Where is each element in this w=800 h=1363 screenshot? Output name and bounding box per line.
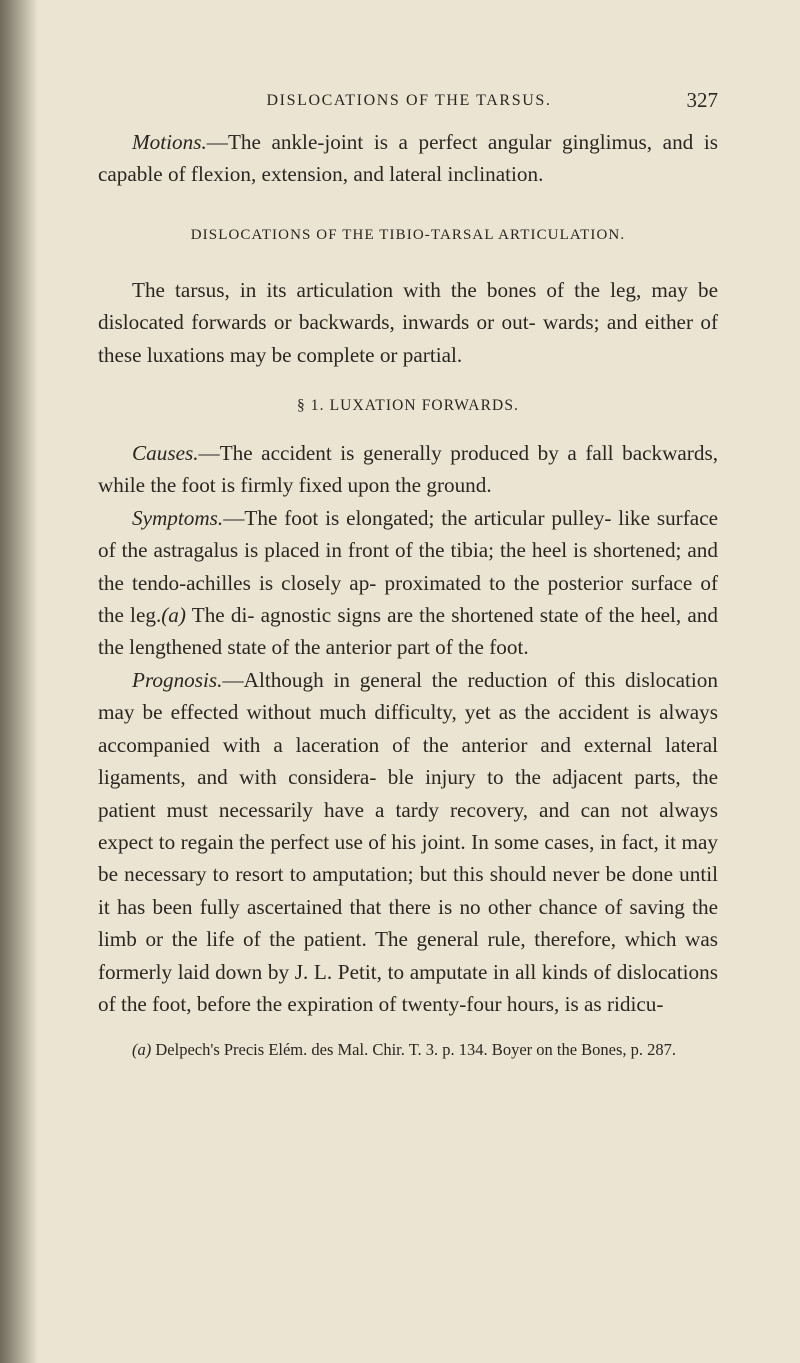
running-head <box>98 88 718 122</box>
causes-lead: Causes. <box>132 441 199 466</box>
symptoms-text-after: The di- agnostic signs are the shortened state of the heel, and the lengthened state of the anterior part of the foot. <box>98 603 718 660</box>
running-title: DISLOCATIONS OF THE TARSUS. <box>266 92 552 109</box>
footnote-text: Delpech's Precis Elém. des Mal. Chir. T. 3. p. 134. Boyer on the Bones, p. 287. <box>151 1040 677 1060</box>
motions-text: —The ankle-joint is a perfect angular ginglimus, and is capable of flexion, extension, and lateral inclination. <box>98 130 718 187</box>
footnote-marker: (a) <box>132 1040 152 1060</box>
motions-paragraph <box>98 126 718 191</box>
intro-paragraph: The tarsus, in its articulation with the bones of the leg, may be dislocated forwards or backwards, inwards or out- wards; and either of these luxations may be complete or partial. <box>98 277 718 367</box>
symptoms-paragraph <box>98 502 718 664</box>
motions-lead: Motions. <box>132 130 207 154</box>
prognosis-paragraph <box>98 664 718 1020</box>
symptoms-text: —The foot is elongated; the articular pulley- like surface of the astragalus is placed in front of the tibia; the heel is shortened; and the tendo-achilles is closely ap- proximated to the posterior surface of the leg. <box>98 505 718 628</box>
footnote-reference: (a) <box>161 603 186 628</box>
book-page <box>98 88 718 1292</box>
page-number: 327 <box>686 88 718 112</box>
book-binding-edge <box>0 0 38 1363</box>
symptoms-lead: Symptoms. <box>132 505 224 530</box>
causes-paragraph <box>98 437 718 502</box>
section-heading: DISLOCATIONS OF THE TIBIO-TARSAL ARTICULATION. <box>190 226 626 243</box>
causes-text: —The accident is generally produced by a fall backwards, while the foot is firmly fixed upon the ground. <box>98 441 718 498</box>
subsection-heading: § 1. LUXATION FORWARDS. <box>296 397 520 415</box>
prognosis-lead: Prognosis. <box>132 667 223 692</box>
footnote <box>98 1038 718 1062</box>
prognosis-text: —Although in general the reduction of this dislocation may be effected without much difficulty, yet as the accident is always accompanied with a laceration of the anterior and external lateral ligaments, and with considera- ble injury to the adjacent parts, the patient must necessarily have a tardy recovery, and can not always expect to regain the perfect use of his joint. In some cases, in fact, it may be necessary to resort to amputation; but this should never be done until it has been fully ascertained that there is no other chance of saving the limb or the life of the patient. The general rule, therefore, which was formerly laid down by J. L. Petit, to amputate in all kinds of dislocations of the foot, before the expiration of twenty-four hours, is as ridicu- <box>98 667 718 1016</box>
